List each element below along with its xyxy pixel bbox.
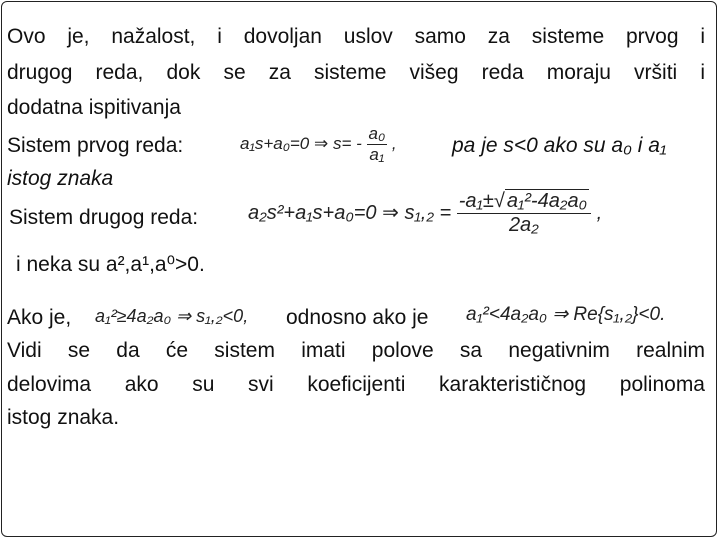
- paragraph2-line-3: istog znaka.: [7, 406, 120, 429]
- second-order-s: s₁,₂ =: [404, 201, 452, 224]
- first-order-label: Sistem prvog reda:: [7, 134, 184, 157]
- case-1-equation: a₁²≥4a₂a₀ ⇒ s₁,₂<0,: [95, 306, 249, 326]
- implies-arrow-2: ⇒: [382, 201, 399, 224]
- second-order-comma: ,: [596, 201, 603, 224]
- paragraph2-line-2: delovima ako su svi koeficijenti karakterističnog polinoma: [7, 373, 705, 396]
- sqrt-sign: √: [493, 190, 505, 212]
- first-order-comma: ,: [391, 133, 397, 153]
- paragraph2-line-1: Vidi se da će sistem imati polove sa negativnim realnim: [7, 339, 705, 362]
- first-order-equation: [240, 124, 397, 165]
- case-2-equation: a₁²<4a₂a₀ ⇒ Re{s₁,₂}<0.: [466, 304, 666, 325]
- second-order-fraction: [457, 190, 591, 237]
- first-order-lhs: a₁s+a₀=0: [240, 133, 310, 153]
- numerator-prefix: -a₁±: [458, 190, 494, 212]
- fraction-denominator: a₁: [369, 145, 385, 164]
- fraction-numerator: a₀: [368, 124, 386, 143]
- first-order-s: s= -: [332, 133, 362, 153]
- cases-middle: odnosno ako je: [286, 306, 429, 329]
- second-order-condition: i neka su a²,a¹,a⁰>0.: [16, 253, 205, 276]
- first-order-fraction: [367, 124, 388, 165]
- paragraph-line-3: dodatna ispitivanja: [7, 96, 181, 119]
- first-order-condition-2: istog znaka: [7, 167, 114, 190]
- second-order-label: Sistem drugog reda:: [9, 206, 199, 229]
- implies-arrow-1: ⇒: [313, 133, 329, 153]
- second-order-denominator: 2a₂: [508, 214, 539, 236]
- paragraph-line-2: drugog reda, dok se za sisteme višeg reda moraju vršiti i: [7, 61, 705, 84]
- second-order-lhs: a₂s²+a₁s+a₀=0: [248, 201, 377, 224]
- first-order-condition: pa je s<0 ako su a₀ i a₁: [452, 134, 667, 157]
- paragraph-line-1: Ovo je, nažalost, i dovoljan uslov samo za sisteme prvog i: [7, 25, 705, 48]
- second-order-equation: [248, 190, 602, 237]
- cases-prefix: Ako je,: [7, 306, 72, 329]
- second-order-numerator: [457, 190, 591, 214]
- numerator-radicand: a₁²-4a₂a₀: [506, 190, 587, 212]
